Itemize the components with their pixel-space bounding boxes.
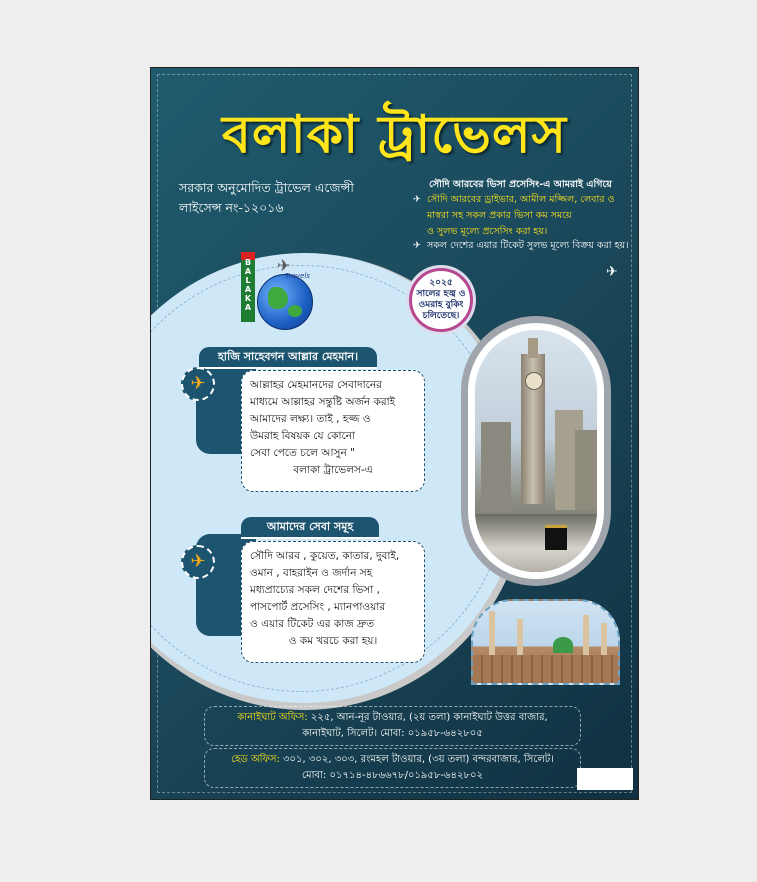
badge-line: সালের হজ্ব ও xyxy=(416,289,466,299)
section2-line: মধ্যপ্রাচ্যের সকল দেশের ভিসা , xyxy=(250,584,380,596)
photo-inner-border xyxy=(468,323,604,579)
airplane-icon: ✈ xyxy=(181,545,215,579)
section1-line: সেবা পেতে চলে আসুন " xyxy=(250,447,355,459)
office-line xyxy=(205,710,580,726)
building xyxy=(575,430,597,510)
section1-line: আল্লাহর মেহমানদের সেবাদানের xyxy=(250,379,382,391)
office-contact: মোবা: ০১৭১৪-৪৮৬৬৭৮/০১৯৫৮-৬৪২৮০২ xyxy=(302,770,483,781)
section2-line: পাসপোর্ট প্রসেসিং , ম্যানপাওয়ার xyxy=(250,601,386,613)
makkah-photo xyxy=(475,330,597,572)
hajj-booking-badge xyxy=(409,268,473,332)
logo-letter: K xyxy=(244,294,252,303)
logo-letter: L xyxy=(245,276,251,285)
airplane-icon: ✈ xyxy=(413,240,421,251)
office-address: ৩০১, ৩০২, ৩০৩, রংমহল টাওয়ার, (৩য় তলা) বন্দরবাজার, সিলেট। xyxy=(279,754,554,765)
globe-land xyxy=(268,287,288,309)
right-bullet: সকল দেশের এয়ার টিকেট সুলভ মূল্যে বিক্রয় করা হয়। xyxy=(427,240,629,251)
subtitle-license: লাইসেন্স নং-১২০১৬ xyxy=(179,200,284,215)
right-bullet: ও সুলভ মূল্যে প্রসেসিং করা হয়। xyxy=(427,226,548,237)
section1-line: উমরাহ বিষয়ক যে কোনো xyxy=(250,430,356,442)
airplane-icon: ✈ xyxy=(413,194,421,205)
right-bullet: মাস্বরা সহ সকল প্রকার ভিসা কম সময়ে xyxy=(427,210,572,221)
section1-line: মাধ্যমে আল্লাহর সন্তুষ্টি অর্জন করাই xyxy=(250,396,396,408)
section1-heading: হাজি সাহেবগন আল্লার মেহমান। xyxy=(199,347,377,369)
logo-letters xyxy=(243,258,253,312)
office-label: কানাইঘাট অফিস: xyxy=(237,712,308,723)
globe-icon xyxy=(257,274,313,330)
office-address: ২২৫, আন-নূর টাওয়ার, (২য় তলা) কানাইঘাট উত্তর বাজার, xyxy=(307,712,548,723)
section2-line: ও এয়ার টিকেট এর কাজ দ্রুত xyxy=(250,618,375,630)
globe-land xyxy=(288,305,302,317)
badge-line: ওমরাহ বুকিং xyxy=(418,300,464,310)
makkah-photo-frame xyxy=(461,316,611,586)
section2-line: ও কম খরচে করা হয়। xyxy=(288,635,378,647)
airplane-icon: ✈ xyxy=(277,256,291,275)
office-label: হেড অফিস: xyxy=(231,754,280,765)
section1-line: বলাকা ট্রাভেলস-এ xyxy=(293,464,373,476)
section2-heading: আমাদের সেবা সমূহ xyxy=(241,517,379,539)
crowd xyxy=(475,514,597,572)
balaka-logo xyxy=(237,252,327,332)
badge-line: চলিতেছে। xyxy=(422,311,460,321)
subtitle-agency: সরকার অনুমোদিত ট্রাভেল এজেন্সী xyxy=(179,180,354,195)
building xyxy=(481,422,511,512)
madinah-mosque-photo xyxy=(471,599,620,685)
logo-letter: A xyxy=(244,285,252,294)
section2-line: ওমান , বাহরাইন ও জর্দান সহ xyxy=(250,567,373,579)
badge-year: ২০২৫ xyxy=(429,278,453,288)
mosque-wall xyxy=(473,655,618,683)
head-office xyxy=(204,748,581,788)
right-heading: সৌদি আরবের ভিসা প্রসেসিং-এ আমরাই এগিয়ে xyxy=(429,179,612,190)
airplane-icon: ✈ xyxy=(606,264,618,280)
office-line xyxy=(205,752,580,768)
section2-line: সৌদি আরব , কুয়েত, কাতার, দুবাই, xyxy=(250,550,400,562)
kanaighat-office xyxy=(204,706,581,746)
airplane-icon: ✈ xyxy=(181,367,215,401)
logo-letter: A xyxy=(244,303,252,312)
printer-stamp xyxy=(577,768,633,790)
poster xyxy=(150,67,639,800)
clock-tower-spire xyxy=(528,338,538,358)
logo-letter: B xyxy=(244,258,252,267)
office-contact: কানাইঘাট, সিলেট। মোবা: ০১৯৫৮-৬৪২৮০৫ xyxy=(302,728,483,739)
logo-letter: A xyxy=(244,267,252,276)
logo-travels-label: Travels xyxy=(285,272,310,280)
section1-line: আমাদের লক্ষ্য। তাই , হজ্জ ও xyxy=(250,413,371,425)
clock-icon xyxy=(525,372,543,390)
poster-title: বলাকা ট্রাভেলস xyxy=(221,105,568,165)
section1-textbox xyxy=(241,370,425,492)
section2-textbox xyxy=(241,541,425,663)
right-bullet: সৌদি আরবের ড্রাইভার, আমীল মজ্জিল, লেবার ও xyxy=(427,194,615,205)
kaaba xyxy=(545,525,567,550)
green-dome xyxy=(553,637,573,653)
